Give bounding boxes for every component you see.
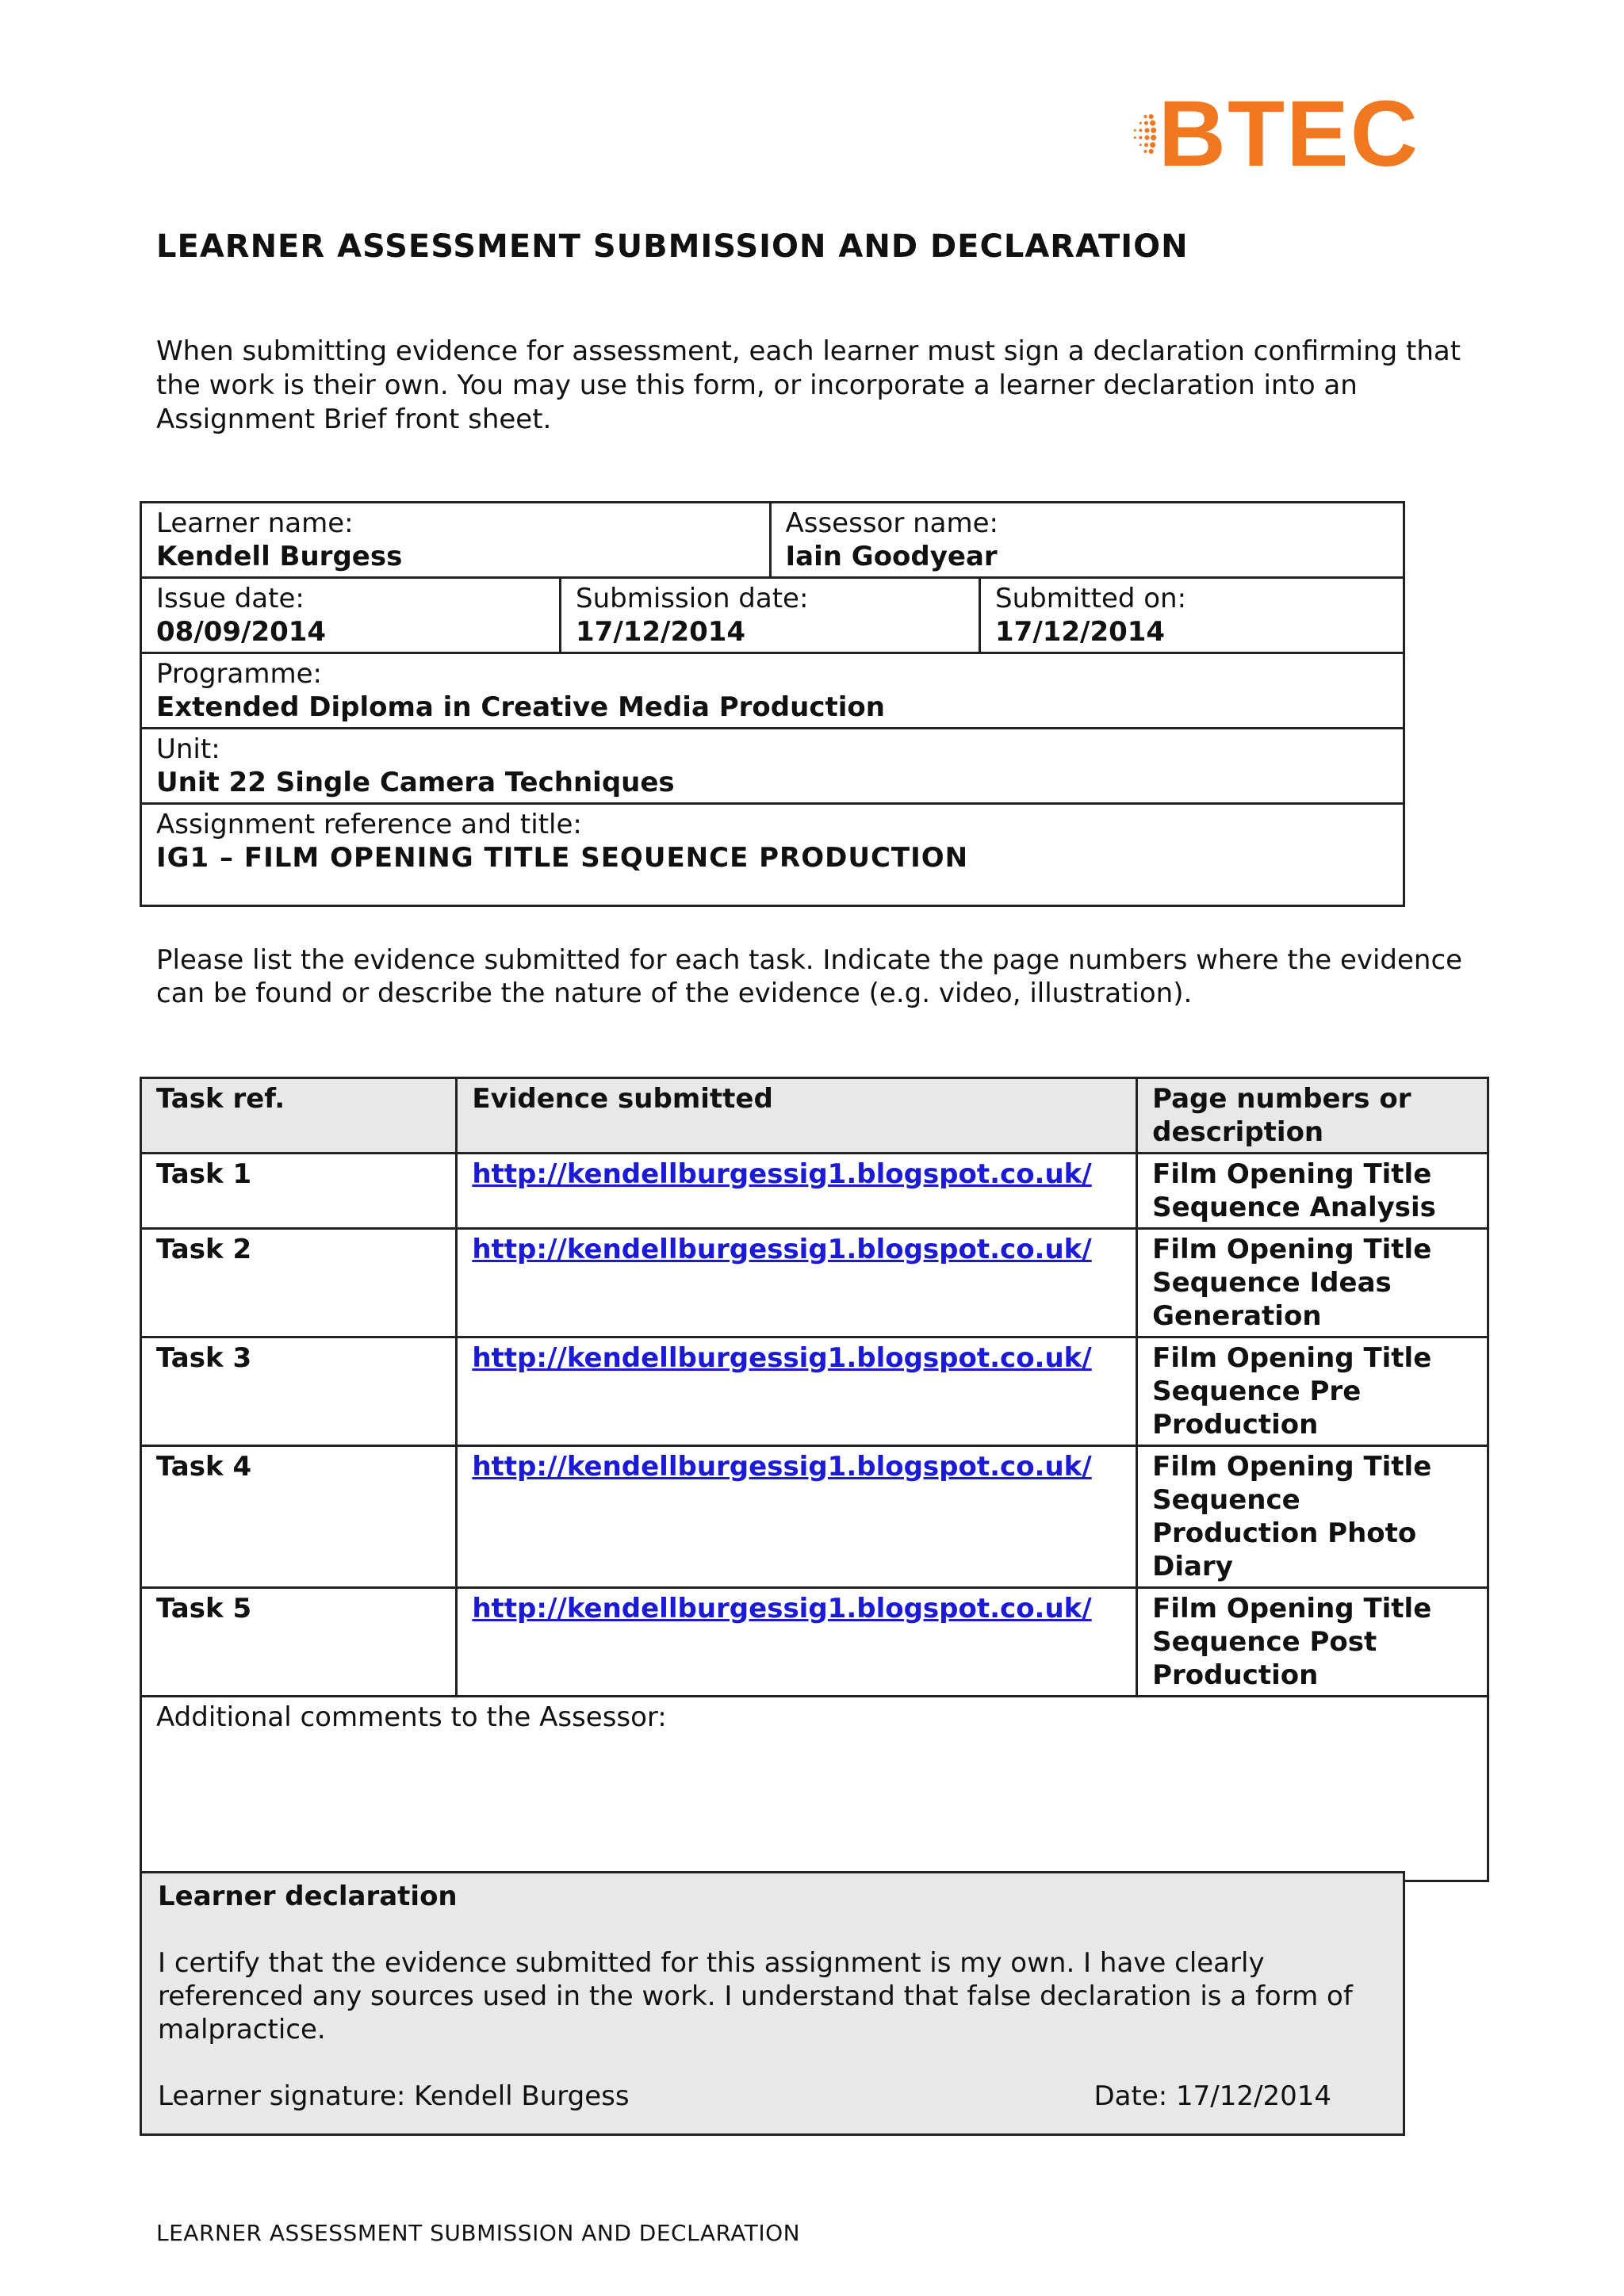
learner-details-table xyxy=(140,501,1405,907)
evidence-cell xyxy=(457,1154,1137,1229)
assessor-name-value: Iain Goodyear xyxy=(785,541,998,572)
task-ref: Task 2 xyxy=(141,1229,457,1337)
evidence-cell xyxy=(457,1446,1137,1588)
description: Film Opening Title Sequence Ideas Generation xyxy=(1137,1229,1488,1337)
evidence-cell xyxy=(457,1337,1137,1446)
description: Film Opening Title Sequence Pre Production xyxy=(1137,1337,1488,1446)
unit-value: Unit 22 Single Camera Techniques xyxy=(156,767,675,798)
task-ref: Task 1 xyxy=(141,1154,457,1229)
description: Film Opening Title Sequence Post Production xyxy=(1137,1588,1488,1697)
submission-date-value: 17/12/2014 xyxy=(576,616,746,648)
task-ref: Task 5 xyxy=(141,1588,457,1697)
submission-date-label: Submission date: xyxy=(576,583,809,614)
learner-signature: Learner signature: Kendell Burgess xyxy=(158,2080,630,2112)
table-row xyxy=(141,1588,1488,1697)
evidence-link[interactable]: http://kendellburgessig1.blogspot.co.uk/ xyxy=(472,1451,1092,1483)
table-row xyxy=(141,1154,1488,1229)
learner-name-cell xyxy=(141,503,771,578)
table-row xyxy=(141,1446,1488,1588)
task-ref: Task 3 xyxy=(141,1337,457,1446)
submitted-on-value: 17/12/2014 xyxy=(995,616,1166,648)
btec-wordmark: BTEC xyxy=(1158,82,1419,186)
description: Film Opening Title Sequence Production Photo Diary xyxy=(1137,1446,1488,1588)
btec-dots-icon xyxy=(1126,90,1159,178)
programme-label: Programme: xyxy=(156,658,322,690)
page-title: LEARNER ASSESSMENT SUBMISSION AND DECLARATION xyxy=(156,228,1189,265)
evidence-link[interactable]: http://kendellburgessig1.blogspot.co.uk/ xyxy=(472,1158,1092,1190)
assessor-name-cell xyxy=(770,503,1404,578)
description: Film Opening Title Sequence Analysis xyxy=(1137,1154,1488,1229)
table-row xyxy=(141,1229,1488,1337)
table-row xyxy=(141,1337,1488,1446)
assessor-name-label: Assessor name: xyxy=(785,507,998,539)
submission-date-cell xyxy=(561,578,980,653)
intro-paragraph: When submitting evidence for assessment, each learner must sign a declaration confirming that the work is their own. You may use this form, or incorporate a learner declaration into an Assignment Brief front sheet. xyxy=(156,335,1461,435)
declaration-heading: Learner declaration xyxy=(158,1881,458,1912)
learner-name-value: Kendell Burgess xyxy=(156,541,403,572)
evidence-link[interactable]: http://kendellburgessig1.blogspot.co.uk/ xyxy=(472,1234,1092,1265)
evidence-cell xyxy=(457,1229,1137,1337)
task-ref: Task 4 xyxy=(141,1446,457,1588)
evidence-table xyxy=(140,1077,1489,1882)
evidence-link[interactable]: http://kendellburgessig1.blogspot.co.uk/ xyxy=(472,1593,1092,1624)
submitted-on-cell xyxy=(980,578,1404,653)
header-evidence: Evidence submitted xyxy=(457,1078,1137,1154)
header-task-ref: Task ref. xyxy=(141,1078,457,1154)
declaration-date: Date: 17/12/2014 xyxy=(1094,2080,1331,2112)
evidence-header-row xyxy=(141,1078,1488,1154)
assignment-cell xyxy=(141,804,1404,906)
page-footer: LEARNER ASSESSMENT SUBMISSION AND DECLARATION xyxy=(156,2220,801,2246)
learner-declaration-box xyxy=(140,1871,1405,2136)
assignment-label: Assignment reference and title: xyxy=(156,809,582,840)
issue-date-value: 08/09/2014 xyxy=(156,616,327,648)
programme-cell xyxy=(141,653,1404,729)
comments-label: Additional comments to the Assessor: xyxy=(156,1701,667,1733)
btec-logo xyxy=(1126,82,1419,186)
evidence-instructions: Please list the evidence submitted for each task. Indicate the page numbers where the evidence can be found or describe the nature of the evidence (e.g. video, illustration). xyxy=(156,944,1463,1009)
signature-row xyxy=(158,2080,1387,2113)
programme-value: Extended Diploma in Creative Media Production xyxy=(156,691,885,723)
unit-cell xyxy=(141,729,1404,804)
evidence-link[interactable]: http://kendellburgessig1.blogspot.co.uk/ xyxy=(472,1342,1092,1374)
declaration-text: I certify that the evidence submitted for this assignment is my own. I have clearly referenced any sources used in the work. I understand that false declaration is a form of malpractice. xyxy=(158,1947,1353,2045)
comments-row xyxy=(141,1697,1488,1881)
submitted-on-label: Submitted on: xyxy=(995,583,1187,614)
issue-date-label: Issue date: xyxy=(156,583,304,614)
header-page-numbers: Page numbers or description xyxy=(1137,1078,1488,1154)
comments-cell[interactable] xyxy=(141,1697,1488,1881)
learner-name-label: Learner name: xyxy=(156,507,354,539)
unit-label: Unit: xyxy=(156,733,220,765)
issue-date-cell xyxy=(141,578,561,653)
assignment-value: IG1 – FILM OPENING TITLE SEQUENCE PRODUCTION xyxy=(156,842,969,874)
evidence-cell xyxy=(457,1588,1137,1697)
